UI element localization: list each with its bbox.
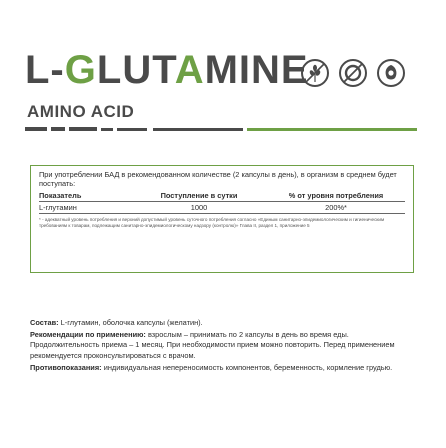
usage-text: взрослым – принимать по 2 капсулы в день во время еды. Продолжительность приема – 1 месяц. При необходимости прием можно повторить. Перед применением рекомендуется проконсультироваться с врачом. — [30, 329, 395, 361]
gluten-free-icon — [300, 58, 330, 88]
composition — [30, 318, 415, 329]
product-subtitle: AMINO ACID — [27, 102, 135, 121]
usage-label: Рекомендации по применению: — [30, 329, 146, 339]
header-percent: % от уровня потребления — [288, 190, 384, 200]
nutrition-table — [30, 165, 414, 273]
title-prefix: L- — [25, 48, 65, 92]
contra-text: индивидуальная непереносимость компонентов, беременность, кормление грудью. — [103, 362, 393, 372]
title-middle: LUT — [96, 48, 175, 92]
no-gmo-icon — [338, 58, 368, 88]
composition-text: L-глутамин, оболочка капсулы (желатин). — [60, 318, 203, 327]
usage — [30, 330, 415, 362]
badge-icons — [300, 58, 406, 88]
contraindications — [30, 363, 415, 374]
product-details — [30, 318, 415, 375]
title-rest: MINE — [204, 48, 309, 92]
header-indicator: Показатель — [39, 190, 82, 200]
title-letter-g: G — [64, 48, 97, 92]
table-footnote: * - адекватный уровень потребления и верхний допустимый уровень суточного потребления согласно «Единым санитарно-эпидемиологическим и гигиеническим требованиям к товарам, подлежащим санитарно-эпидемиологическому надзору (контролю)» Глава II, раздел 1, приложение 5 — [39, 217, 385, 228]
composition-label: Состав: — [30, 318, 59, 327]
decorative-stripes — [25, 126, 421, 132]
header-daily-intake: Поступление в сутки — [160, 190, 238, 200]
cell-amount: 1000 — [190, 202, 208, 212]
contra-label: Противопоказания: — [30, 362, 102, 372]
table-intro: При употреблении БАД в рекомендованном количестве (2 капсулы в день), в организм в среднем будет поступать: — [39, 170, 397, 189]
title-letter-a: A — [174, 48, 205, 92]
table-header — [39, 191, 405, 202]
product-title — [25, 50, 309, 90]
cell-substance: L-глутамин — [39, 202, 77, 212]
table-row — [39, 203, 405, 214]
cell-percent: 200%* — [325, 202, 347, 212]
vegan-icon — [376, 58, 406, 88]
